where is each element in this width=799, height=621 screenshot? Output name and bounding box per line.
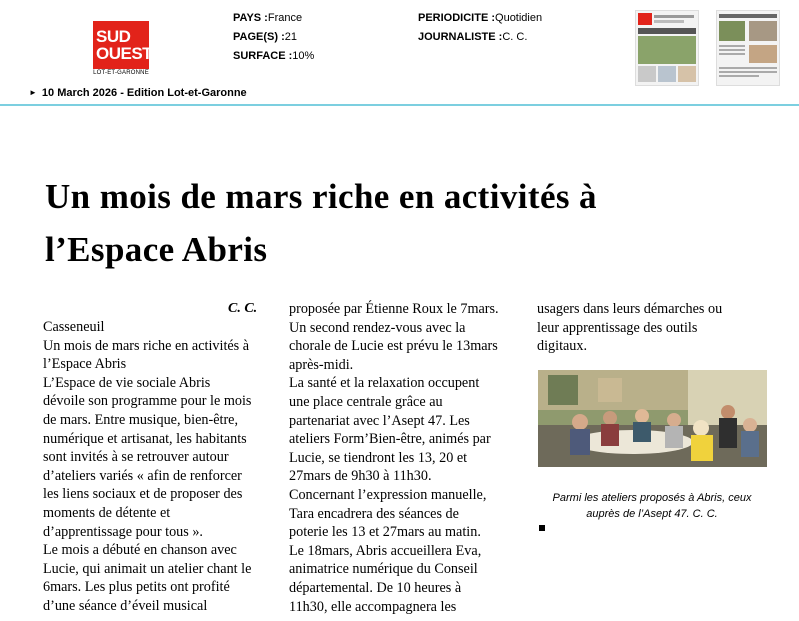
article-text-line: les liens sociaux et de proposer des bbox=[43, 486, 243, 503]
article-text-line: de mars. Entre musique, bien-être, bbox=[43, 411, 239, 428]
article-text-line: 6mars. Les plus petits ont profité bbox=[43, 579, 230, 596]
author-byline: C. C. bbox=[228, 301, 258, 316]
article-text-line: usagers dans leurs démarches ou bbox=[537, 301, 723, 317]
article-text-line: Un second rendez-vous avec la bbox=[289, 319, 466, 336]
article-text-line: Lucie, se tiendront les 13, 20 et bbox=[289, 449, 468, 466]
workshop-photo-image bbox=[538, 370, 767, 467]
play-arrow-icon: ► bbox=[29, 88, 37, 97]
dateline-text: 10 March 2026 - Edition Lot-et-Garonne bbox=[41, 87, 247, 99]
article-text-line: départemental. De 10 heures à bbox=[289, 579, 462, 596]
thumbnail-front-image bbox=[636, 11, 698, 85]
article-text-line: Concernant l’expression manuelle, bbox=[289, 486, 487, 503]
page-thumbnail-front[interactable] bbox=[635, 10, 699, 86]
article-text-line: après-midi. bbox=[289, 356, 354, 373]
logo-subtitle: LOT-ET-GARONNE bbox=[93, 70, 149, 76]
meta-country: PAYS :France bbox=[233, 12, 303, 24]
photo-caption bbox=[537, 490, 767, 522]
article-text-line: d’une séance d’éveil musical bbox=[43, 597, 208, 614]
header-divider bbox=[0, 104, 799, 106]
article-title bbox=[45, 170, 765, 276]
article-text-line: animatrice numérique du Conseil bbox=[289, 561, 478, 578]
article-text-line: d’apprentissage pour tous ». bbox=[43, 523, 203, 540]
article-text-line: partenariat avec l’Asept 47. Les bbox=[289, 412, 470, 429]
caption-line1: Parmi les ateliers proposés à Abris, ceux bbox=[552, 492, 752, 504]
article-text-line: numérique et artisanat, les habitants bbox=[43, 430, 247, 447]
article-text-line: Tara encadrera des séances de bbox=[289, 505, 459, 522]
article-text-line: dévoile son programme pour le mois bbox=[43, 393, 252, 410]
article-column-3 bbox=[537, 300, 722, 356]
article-text-line: leur apprentissage des outils bbox=[537, 319, 698, 336]
article-text-line: proposée par Étienne Roux le 7mars. bbox=[289, 301, 499, 317]
dateline bbox=[29, 87, 247, 99]
article-text-line: digitaux. bbox=[537, 338, 588, 355]
meta-periodicity: PERIODICITE :Quotidien bbox=[418, 12, 543, 24]
article-text-line: d’ateliers variés « afin de renforcer bbox=[43, 467, 242, 484]
logo-line2: OUEST bbox=[96, 44, 153, 63]
newspaper-logo bbox=[93, 21, 153, 69]
article-column-1 bbox=[43, 318, 251, 616]
article-text-line: sont invités à se retrouver autour bbox=[43, 449, 229, 466]
article-text-line: poterie les 13 et 27mars au matin. bbox=[289, 524, 481, 541]
title-line2: l’Espace Abris bbox=[45, 230, 268, 269]
page-thumbnail-inner[interactable] bbox=[716, 10, 780, 86]
article-text-line: ateliers Form’Bien-être, animés par bbox=[289, 431, 491, 448]
meta-left bbox=[233, 9, 314, 66]
caption-line2: auprès de l’Asept 47. C. C. bbox=[586, 508, 718, 520]
article-text-line: Le 18mars, Abris accueillera Eva, bbox=[289, 542, 482, 559]
article-column-2 bbox=[289, 300, 499, 616]
article-text-line: chorale de Lucie est prévu le 13mars bbox=[289, 338, 498, 355]
meta-right bbox=[418, 9, 542, 47]
article-text-line: Un mois de mars riche en activités à bbox=[43, 337, 250, 354]
article-text-line: Casseneuil bbox=[43, 319, 105, 335]
article-text-line: Le mois a débuté en chanson avec bbox=[43, 542, 237, 559]
end-of-article-square-icon bbox=[539, 525, 545, 531]
meta-journalist: JOURNALISTE :C. C. bbox=[418, 31, 528, 43]
article-text-line: 11h30, elle accompagnera les bbox=[289, 598, 457, 615]
article-text-line: une place centrale grâce au bbox=[289, 393, 443, 410]
article-photo[interactable] bbox=[538, 370, 767, 467]
thumbnail-inner-image bbox=[717, 11, 779, 85]
article-text-line: moments de détente et bbox=[43, 504, 171, 521]
meta-pages: PAGE(S) :21 bbox=[233, 31, 297, 43]
article-text-line: Lucie, qui animait un atelier chant le bbox=[43, 560, 252, 577]
title-line1: Un mois de mars riche en activités à bbox=[45, 177, 597, 216]
article-text-line: l’Espace Abris bbox=[43, 356, 127, 373]
article-text-line: 27mars de 9h30 à 11h30. bbox=[289, 468, 432, 485]
logo-line1: SUD bbox=[96, 27, 131, 46]
article-text-line: La santé et la relaxation occupent bbox=[289, 375, 480, 392]
meta-surface: SURFACE :10% bbox=[233, 50, 315, 62]
article-text-line: L’Espace de vie sociale Abris bbox=[43, 374, 211, 391]
